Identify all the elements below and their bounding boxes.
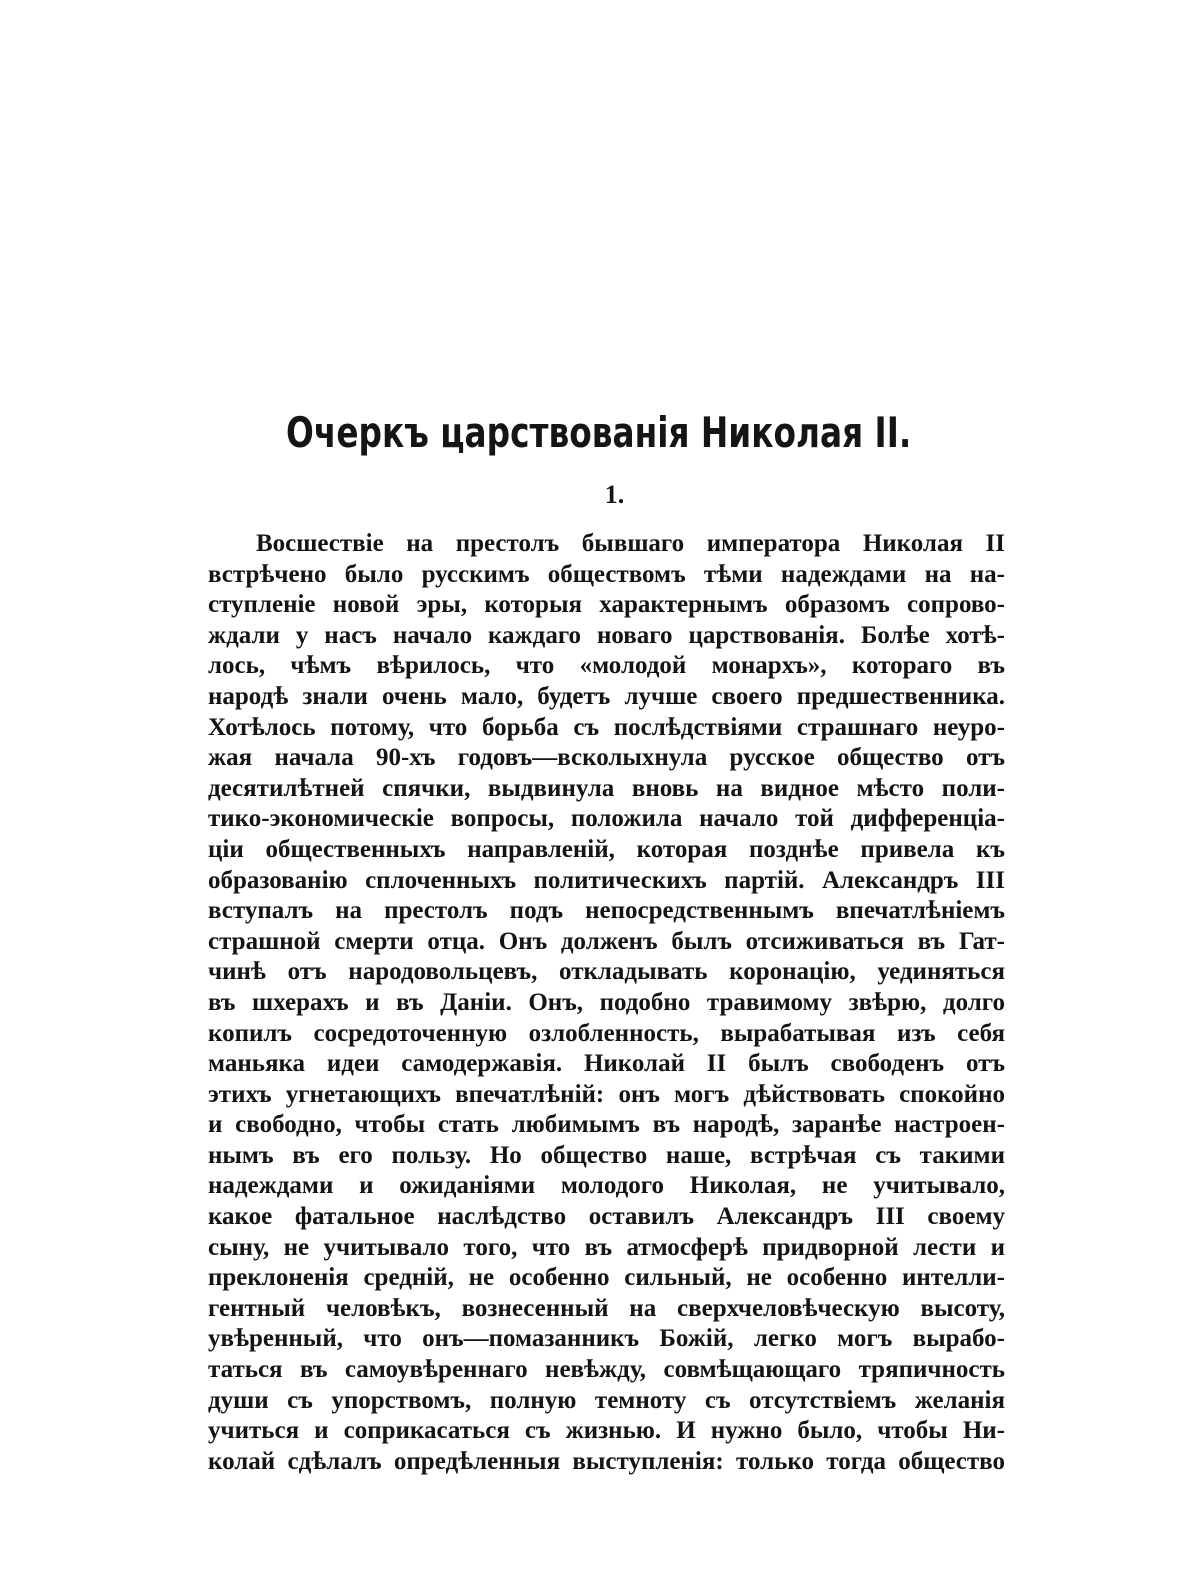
text-line: гентный человѣкъ, вознесенный на сверхчеловѣческую высоту, — [208, 1294, 1005, 1322]
body-text — [208, 529, 1005, 1477]
text-line: какое фатальное наслѣдство оставилъ Александръ III своему — [208, 1203, 1005, 1231]
text-line: жая начала 90-хъ годовъ—всколыхнула русское общество отъ — [208, 744, 1005, 772]
text-line: народѣ знали очень мало, будетъ лучше своего предшественника. — [208, 682, 1005, 710]
chapter-title: Очеркъ царствованія Николая II. — [285, 408, 912, 457]
text-line: въ шхерахъ и въ Даніи. Онъ, подобно травимому звѣрю, долго — [208, 988, 1005, 1016]
text-line: копилъ сосредоточенную озлобленность, вырабатывая изъ себя — [208, 1019, 1005, 1047]
text-line: преклоненія средній, не особенно сильный, не особенно интелли- — [208, 1264, 1005, 1292]
text-line: страшной смерти отца. Онъ долженъ былъ отсиживаться въ Гат- — [208, 927, 1005, 955]
text-line: чинѣ отъ народовольцевъ, откладывать коронацію, уединяться — [208, 958, 1005, 986]
text-line: колай сдѣлалъ опредѣленныя выступленія: только тогда общество — [208, 1447, 1005, 1475]
text-line: ждали у насъ начало каждаго новаго царствованія. Болѣе хотѣ- — [208, 621, 1005, 649]
text-line: сыну, не учитывало того, что въ атмосферѣ придворной лести и — [208, 1233, 1005, 1261]
text-line: и свободно, чтобы стать любимымъ въ народѣ, заранѣе настроен- — [208, 1111, 1005, 1139]
section-number: 1. — [604, 480, 625, 509]
text-line: ціи общественныхъ направленій, которая позднѣе привела къ — [208, 835, 1005, 863]
text-line: вступалъ на престолъ подъ непосредственнымъ впечатлѣніемъ — [208, 897, 1005, 925]
text-line: учиться и соприкасаться съ жизнью. И нужно было, чтобы Ни- — [208, 1417, 1005, 1445]
text-line: Хотѣлось потому, что борьба съ послѣдствіями страшнаго неуро- — [208, 713, 1005, 741]
text-line: встрѣчено было русскимъ обществомъ тѣми надеждами на на- — [208, 560, 1005, 588]
text-line: этихъ угнетающихъ впечатлѣній: онъ могъ дѣйствовать спокойно — [208, 1080, 1005, 1108]
text-line: лось, чѣмъ вѣрилось, что «молодой монархъ», котораго въ — [208, 652, 1005, 680]
text-line: нымъ въ его пользу. Но общество наше, встрѣчая съ такими — [208, 1141, 1005, 1169]
text-line: таться въ самоувѣреннаго невѣжду, совмѣщающаго тряпичность — [208, 1356, 1005, 1384]
text-line: образованію сплоченныхъ политическихъ партій. Александръ III — [208, 866, 1005, 894]
text-line: увѣренный, что онъ—помазанникъ Божій, легко могъ вырабо- — [208, 1325, 1005, 1353]
text-line: тико-экономическіе вопросы, положила начало той дифференціа- — [208, 805, 1005, 833]
text-line: Восшествіе на престолъ бывшаго императора Николая II — [256, 530, 1005, 557]
text-line: маньяка идеи самодержавія. Николай II былъ свободенъ отъ — [208, 1050, 1005, 1078]
text-line: ступленіе новой эры, которыя характернымъ образомъ сопрово- — [208, 591, 1005, 619]
text-line: десятилѣтней спячки, выдвинула вновь на видное мѣсто поли- — [208, 774, 1005, 802]
text-line: души съ упорствомъ, полную темноту съ отсутствіемъ желанія — [208, 1386, 1005, 1414]
text-line: надеждами и ожиданіями молодого Николая, не учитывало, — [208, 1172, 1005, 1200]
